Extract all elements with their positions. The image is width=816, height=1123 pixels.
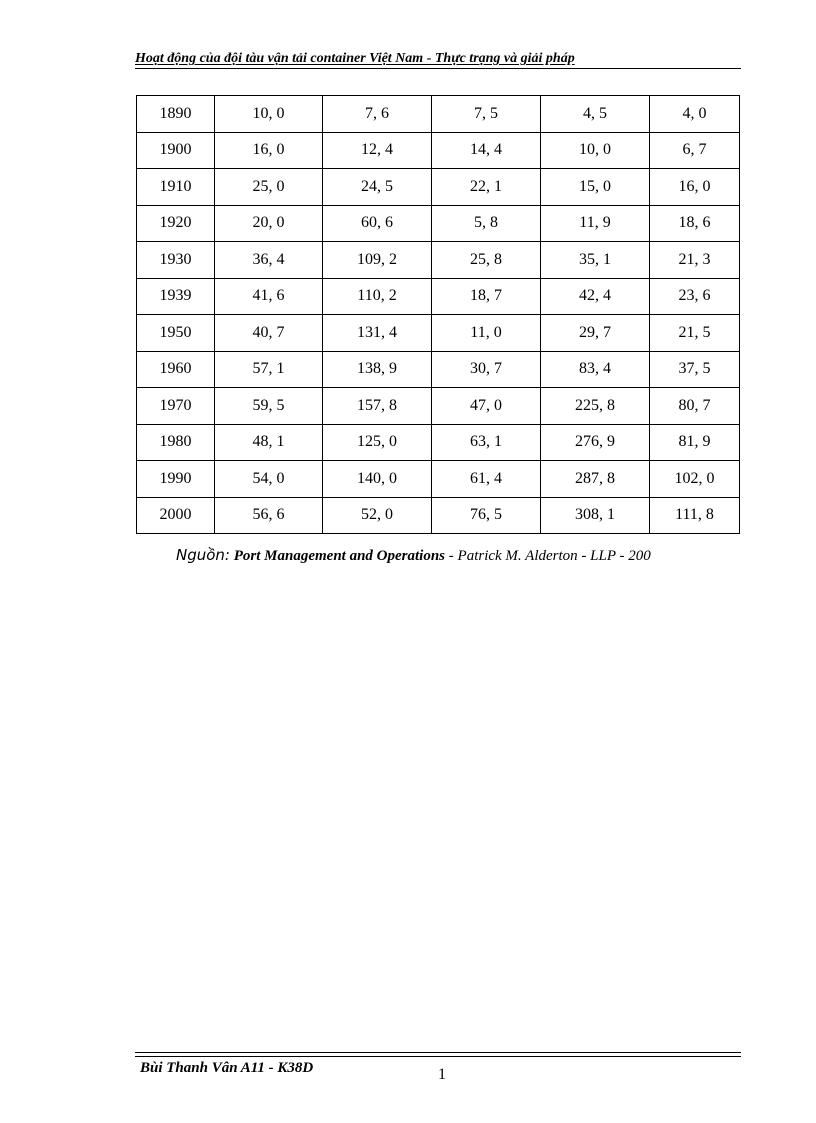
- value-cell: 225, 8: [541, 388, 650, 425]
- value-cell: 18, 7: [432, 278, 541, 315]
- source-label: Nguồn:: [176, 546, 230, 564]
- year-cell: 1920: [137, 205, 215, 242]
- source-note: [176, 545, 651, 566]
- value-cell: 4, 5: [541, 96, 650, 133]
- value-cell: 11, 0: [432, 315, 541, 352]
- value-cell: 47, 0: [432, 388, 541, 425]
- table-row: [137, 205, 740, 242]
- year-cell: 1910: [137, 169, 215, 206]
- table-row: [137, 424, 740, 461]
- value-cell: 54, 0: [215, 461, 323, 498]
- year-cell: 1980: [137, 424, 215, 461]
- value-cell: 41, 6: [215, 278, 323, 315]
- value-cell: 287, 8: [541, 461, 650, 498]
- value-cell: 60, 6: [323, 205, 432, 242]
- footer-rule: [135, 1052, 741, 1053]
- value-cell: 21, 5: [650, 315, 740, 352]
- value-cell: 12, 4: [323, 132, 432, 169]
- page-number: 1: [438, 1066, 446, 1083]
- value-cell: 24, 5: [323, 169, 432, 206]
- value-cell: 25, 8: [432, 242, 541, 279]
- footer-author: Bùi Thanh Vân A11 - K38D: [140, 1060, 314, 1076]
- table-row: [137, 388, 740, 425]
- year-cell: 1990: [137, 461, 215, 498]
- value-cell: 109, 2: [323, 242, 432, 279]
- table-row: [137, 497, 740, 534]
- value-cell: 16, 0: [650, 169, 740, 206]
- footer-rule-secondary: [135, 1056, 741, 1057]
- header-rule: [135, 68, 741, 69]
- value-cell: 276, 9: [541, 424, 650, 461]
- table-row: [137, 96, 740, 133]
- value-cell: 29, 7: [541, 315, 650, 352]
- table-row: [137, 315, 740, 352]
- value-cell: 42, 4: [541, 278, 650, 315]
- year-cell: 1970: [137, 388, 215, 425]
- value-cell: 76, 5: [432, 497, 541, 534]
- year-cell: 1930: [137, 242, 215, 279]
- value-cell: 308, 1: [541, 497, 650, 534]
- value-cell: 16, 0: [215, 132, 323, 169]
- table-row: [137, 169, 740, 206]
- value-cell: 57, 1: [215, 351, 323, 388]
- table-row: [137, 132, 740, 169]
- value-cell: 36, 4: [215, 242, 323, 279]
- value-cell: 23, 6: [650, 278, 740, 315]
- year-cell: 1900: [137, 132, 215, 169]
- value-cell: 102, 0: [650, 461, 740, 498]
- value-cell: 52, 0: [323, 497, 432, 534]
- value-cell: 5, 8: [432, 205, 541, 242]
- value-cell: 40, 7: [215, 315, 323, 352]
- value-cell: 7, 5: [432, 96, 541, 133]
- value-cell: 35, 1: [541, 242, 650, 279]
- value-cell: 11, 9: [541, 205, 650, 242]
- page-footer: [135, 1052, 741, 1092]
- source-rest: - Patrick M. Alderton - LLP - 200: [445, 548, 651, 564]
- value-cell: 6, 7: [650, 132, 740, 169]
- value-cell: 138, 9: [323, 351, 432, 388]
- year-cell: 2000: [137, 497, 215, 534]
- table-row: [137, 461, 740, 498]
- value-cell: 131, 4: [323, 315, 432, 352]
- value-cell: 7, 6: [323, 96, 432, 133]
- value-cell: 157, 8: [323, 388, 432, 425]
- value-cell: 30, 7: [432, 351, 541, 388]
- value-cell: 18, 6: [650, 205, 740, 242]
- year-cell: 1950: [137, 315, 215, 352]
- value-cell: 10, 0: [215, 96, 323, 133]
- value-cell: 63, 1: [432, 424, 541, 461]
- data-table: [136, 95, 740, 534]
- value-cell: 14, 4: [432, 132, 541, 169]
- table-row: [137, 278, 740, 315]
- value-cell: 21, 3: [650, 242, 740, 279]
- value-cell: 111, 8: [650, 497, 740, 534]
- value-cell: 37, 5: [650, 351, 740, 388]
- value-cell: 61, 4: [432, 461, 541, 498]
- value-cell: 10, 0: [541, 132, 650, 169]
- value-cell: 4, 0: [650, 96, 740, 133]
- value-cell: 48, 1: [215, 424, 323, 461]
- year-cell: 1960: [137, 351, 215, 388]
- value-cell: 59, 5: [215, 388, 323, 425]
- header-title: Hoạt động của đội tàu vận tải container Việt Nam - Thực trạng và giải pháp: [135, 51, 575, 66]
- page-header: [135, 50, 741, 72]
- value-cell: 140, 0: [323, 461, 432, 498]
- source-title: Port Management and Operations: [233, 548, 446, 564]
- value-cell: 81, 9: [650, 424, 740, 461]
- value-cell: 22, 1: [432, 169, 541, 206]
- table-row: [137, 242, 740, 279]
- year-cell: 1939: [137, 278, 215, 315]
- value-cell: 80, 7: [650, 388, 740, 425]
- value-cell: 110, 2: [323, 278, 432, 315]
- table-body: [137, 96, 740, 534]
- value-cell: 25, 0: [215, 169, 323, 206]
- table-row: [137, 351, 740, 388]
- value-cell: 20, 0: [215, 205, 323, 242]
- value-cell: 125, 0: [323, 424, 432, 461]
- value-cell: 83, 4: [541, 351, 650, 388]
- value-cell: 56, 6: [215, 497, 323, 534]
- value-cell: 15, 0: [541, 169, 650, 206]
- year-cell: 1890: [137, 96, 215, 133]
